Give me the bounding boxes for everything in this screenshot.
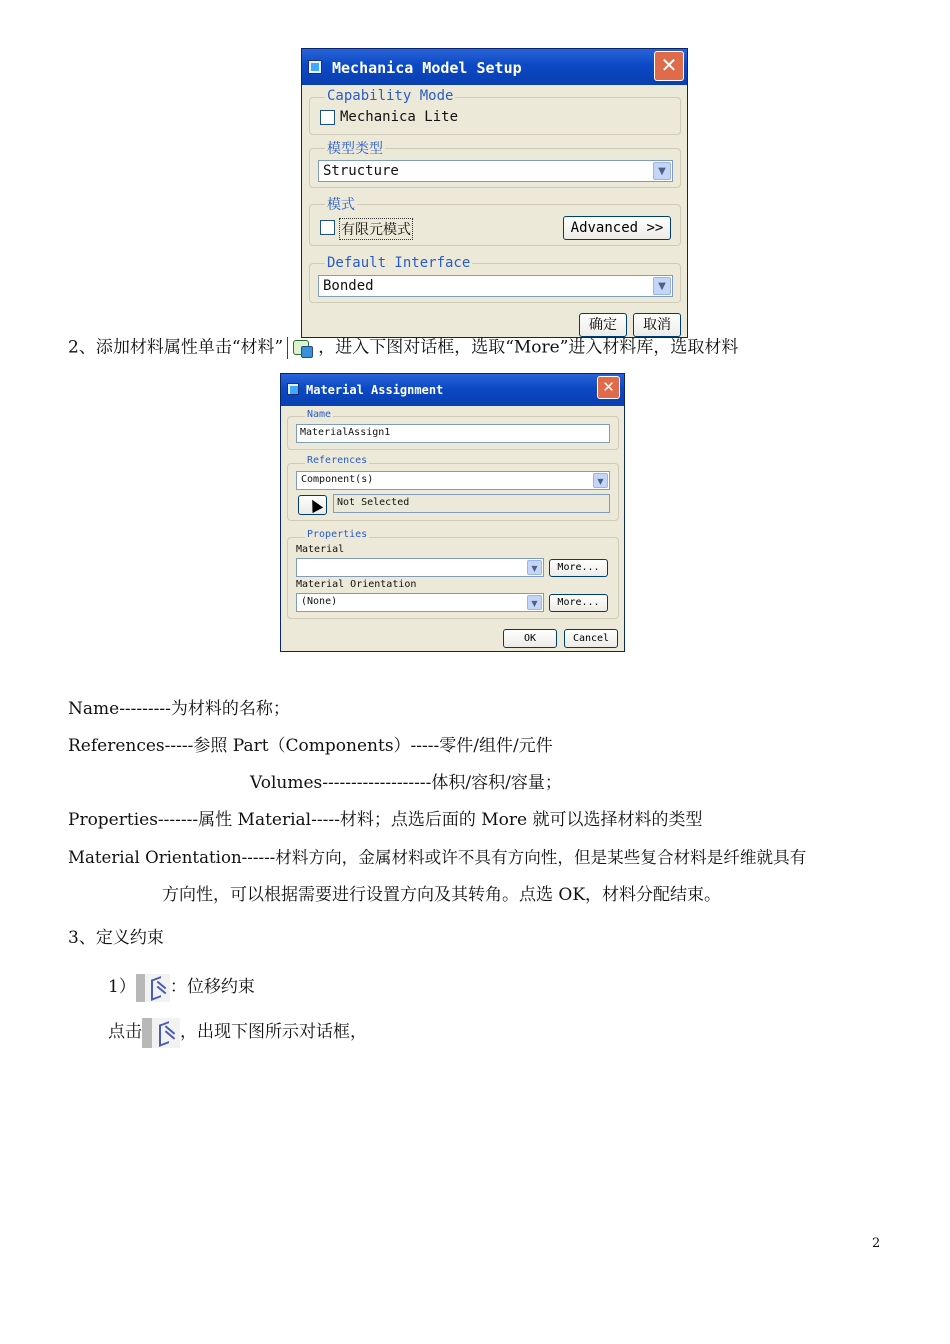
mode-label: 模式 bbox=[325, 194, 357, 214]
name-input[interactable] bbox=[296, 424, 610, 443]
step3-heading: 3、定义约束 bbox=[68, 928, 164, 948]
orientation-more-button[interactable]: More... bbox=[549, 594, 608, 612]
displacement-constraint-icon bbox=[136, 974, 170, 1002]
orientation-value: (None) bbox=[301, 596, 338, 607]
name-description: Name---------为材料的名称； bbox=[68, 699, 290, 719]
default-interface-label: Default Interface bbox=[327, 255, 471, 271]
default-interface-select[interactable] bbox=[318, 275, 673, 297]
orientation-label: Material Orientation bbox=[296, 579, 417, 590]
item1-prefix: 1） bbox=[108, 977, 136, 997]
model-type-select[interactable] bbox=[318, 160, 673, 182]
material-more-button[interactable]: More... bbox=[549, 559, 608, 577]
fem-mode-checkbox[interactable] bbox=[320, 220, 335, 235]
dialog-title: Material Assignment bbox=[306, 383, 444, 397]
app-icon bbox=[308, 60, 322, 74]
volumes-description: Volumes-------------------体积/容积/容量； bbox=[250, 773, 562, 793]
app-icon bbox=[287, 383, 299, 395]
chevron-down-icon[interactable]: ▼ bbox=[653, 162, 671, 180]
default-interface-value: Bonded bbox=[323, 278, 374, 294]
click-suffix: ，出现下图所示对话框， bbox=[180, 1022, 367, 1042]
references-select[interactable] bbox=[296, 471, 610, 490]
model-type-label: 模型类型 bbox=[325, 138, 385, 158]
orientation-select[interactable] bbox=[296, 593, 544, 612]
chevron-down-icon[interactable]: ▼ bbox=[593, 473, 608, 488]
chevron-down-icon[interactable]: ▼ bbox=[527, 560, 542, 575]
properties-description: Properties-------属性 Material-----材料；点选后面的 More 就可以选择材料的类型 bbox=[68, 810, 703, 830]
step2-suffix: ，进入下图对话框，选取“More”进入材料库，选取材料 bbox=[318, 337, 739, 358]
chevron-down-icon[interactable]: ▼ bbox=[527, 595, 542, 610]
chevron-down-icon[interactable]: ▼ bbox=[653, 277, 671, 295]
orientation-description-line1: Material Orientation------材料方向，金属材料或许不具有方向性，但是某些复合材料是纤维就具有 bbox=[68, 848, 807, 867]
cancel-button[interactable]: 取消 bbox=[633, 313, 681, 337]
close-icon[interactable]: ✕ bbox=[597, 376, 620, 399]
displacement-constraint-icon bbox=[142, 1018, 180, 1048]
references-group-label: References bbox=[307, 455, 368, 466]
mechanica-model-setup-dialog bbox=[301, 48, 688, 338]
dialog-titlebar bbox=[281, 374, 624, 406]
select-reference-button[interactable] bbox=[298, 495, 327, 515]
material-tool-icon bbox=[287, 337, 314, 359]
references-value: Component(s) bbox=[301, 474, 374, 485]
material-assignment-dialog bbox=[280, 373, 625, 652]
click-instruction bbox=[108, 1017, 367, 1048]
dialog-title: Mechanica Model Setup bbox=[332, 59, 522, 77]
capability-mode-label: Capability Mode bbox=[327, 88, 454, 104]
name-group-label: Name bbox=[307, 409, 332, 420]
click-prefix: 点击 bbox=[108, 1022, 142, 1042]
references-description: References-----参照 Part（Components）-----零件/组件/元件 bbox=[68, 736, 553, 756]
mechanica-lite-label: Mechanica Lite bbox=[340, 109, 459, 125]
orientation-description-line2: 方向性，可以根据需要进行设置方向及其转角。点选 OK，材料分配结束。 bbox=[162, 885, 722, 905]
material-label: Material bbox=[296, 544, 345, 555]
cursor-arrow-icon bbox=[307, 497, 323, 513]
displacement-constraint-item bbox=[108, 973, 255, 1002]
material-select[interactable] bbox=[296, 558, 544, 577]
ok-button[interactable]: OK bbox=[503, 629, 557, 648]
step2-prefix: 2、添加材料属性单击“材料” bbox=[68, 337, 284, 358]
advanced-button[interactable]: Advanced >> bbox=[563, 216, 671, 240]
close-icon[interactable]: ✕ bbox=[654, 51, 684, 81]
dialog-titlebar bbox=[302, 49, 687, 85]
ok-button[interactable]: 确定 bbox=[579, 313, 627, 337]
selection-status: Not Selected bbox=[337, 497, 410, 508]
mechanica-lite-checkbox[interactable] bbox=[320, 110, 335, 125]
selection-status-field bbox=[333, 494, 610, 513]
fem-mode-label: 有限元模式 bbox=[339, 218, 413, 240]
model-type-value: Structure bbox=[323, 163, 399, 179]
page-number: 2 bbox=[872, 1236, 881, 1251]
step2-paragraph bbox=[68, 337, 738, 359]
item1-suffix: ：位移约束 bbox=[169, 977, 255, 997]
cancel-button[interactable]: Cancel bbox=[564, 629, 618, 648]
name-input-value: MaterialAssign1 bbox=[300, 427, 391, 438]
properties-group-label: Properties bbox=[307, 529, 368, 540]
